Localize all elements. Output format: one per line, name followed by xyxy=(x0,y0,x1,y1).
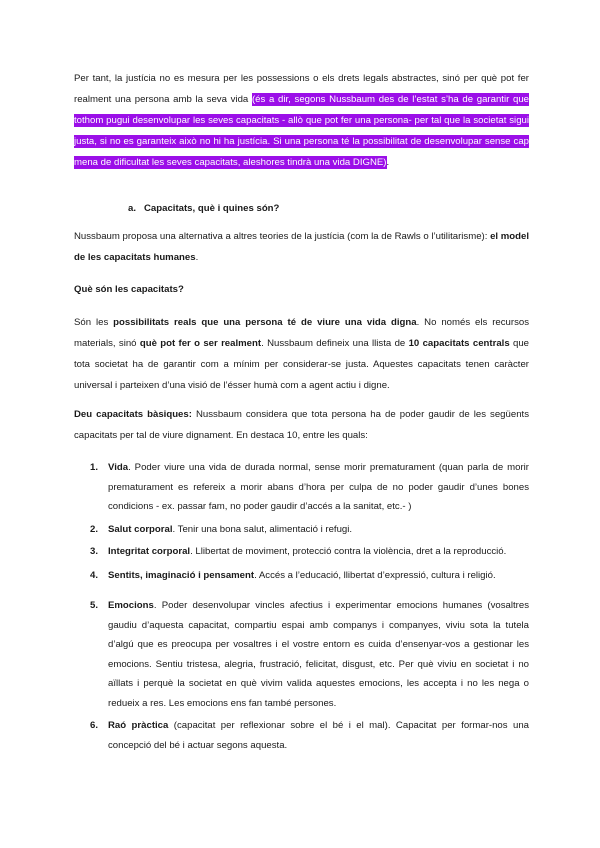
list-item xyxy=(74,458,529,517)
alt-text-2: . xyxy=(195,252,199,263)
list-item xyxy=(74,520,529,540)
list-item-title: Emocions xyxy=(108,600,154,611)
list-item xyxy=(74,566,529,586)
alt-bold-1: el model de les capacitats humanes xyxy=(74,231,529,263)
def-bold-1: possibilitats reals que una persona té de viure una vida digna xyxy=(113,317,417,328)
list-item-text: . Poder desenvolupar vincles afectius i experimentar emocions humanes (vosaltres gaudiu d’aquesta capacitat, compartiu espai amb companys i companyes, viviu sota la tutela d’algú que es preocupa per vosaltres i el vostre entorn es cuida d’ensenyar-vos a gestionar les emocions. Sentiu tristesa, alegria, frustració, felicitat, disgust, etc. Per què viviu en societat i no aïllats i perquè la societat en què vivim valida aquestes emocions, les accepta i no les nega o redueix a res. Les emocions ens fan també persones. xyxy=(108,600,529,709)
list-item xyxy=(74,716,529,755)
list-item-text: (capacitat per reflexionar sobre el bé i el mal). Capacitat per formar-nos una concepció del bé i actuar segons aquesta. xyxy=(108,720,529,751)
list-item-text: . Accés a l’educació, llibertat d’expressió, cultura i religió. xyxy=(254,569,496,581)
def-text-1: Són les xyxy=(74,317,114,328)
list-item-title: Sentits, imaginació i pensament xyxy=(108,569,255,581)
list-number: 4. xyxy=(90,569,99,581)
list-item xyxy=(74,596,529,713)
ten-capabilities-paragraph xyxy=(74,404,529,446)
list-number: 5. xyxy=(90,600,99,611)
highlighted-text: (és a dir, segons Nussbaum des de l’estat s’ha de garantir que tothom pugui desenvolupar les seves capacitats - allò que pot fer una persona- per tal que la societat sigui justa, si no es garanteix això no hi ha justícia. Si una persona té la possibilitat de desenvolupar sense cap mena de dificultat les seves capacitats, aleshores tindrà una vida DIGNE) xyxy=(74,94,529,168)
definition-paragraph xyxy=(74,312,529,396)
list-item-text: . Llibertat de moviment, protecció contra la violència, dret a la reproducció. xyxy=(190,546,507,557)
list-number: 2. xyxy=(90,523,99,535)
def-text-3: . Nussbaum defineix una llista de xyxy=(261,338,409,349)
alt-text-1: Nussbaum proposa una alternativa a altres teories de la justícia (com la de Rawls o l’utilitarisme): xyxy=(74,231,491,242)
question-heading: Què són les capacitats? xyxy=(74,284,184,295)
list-item-title: Salut corporal xyxy=(108,523,173,535)
def-bold-3: 10 capacitats centrals xyxy=(408,338,510,349)
list-number: 3. xyxy=(90,546,99,557)
list-item xyxy=(74,542,529,562)
deu-text: Nussbaum considera que tota persona ha de poder gaudir de les següents capacitats per tal de viure dignament. En destaca 10, entre les quals: xyxy=(74,409,529,441)
list-item-title: Raó pràctica xyxy=(108,720,169,731)
deu-bold: Deu capacitats bàsiques: xyxy=(74,409,192,420)
section-heading xyxy=(128,198,279,219)
intro-end: . xyxy=(386,157,390,168)
def-text-2: . No només els recursos materials, sinó xyxy=(74,317,529,349)
def-bold-2: què pot fer o ser realment xyxy=(139,338,262,349)
list-item-title: Integritat corporal xyxy=(108,546,191,557)
list-item-text: . Tenir una bona salut, alimentació i refugi. xyxy=(172,523,353,535)
section-title: Capacitats, què i quines són? xyxy=(144,203,280,214)
capabilities-list xyxy=(74,458,529,755)
list-number: 1. xyxy=(90,462,99,473)
alternative-paragraph xyxy=(74,226,529,268)
list-item-text: . Poder viure una vida de durada normal, sense morir prematurament (quan parla de morir prematurament es refereix a morir abans d’hora per culpa de no poder gaudir d’unes bones condicions - ex. passar fam, no poder gaudir d’accés a la sanitat, etc.- ) xyxy=(108,462,529,512)
list-number: 6. xyxy=(90,720,99,731)
list-item-title: Vida xyxy=(108,462,129,473)
intro-text: Per tant, la justícia no es mesura per les possessions o els drets legals abstractes, sinó per què pot fer realment una persona amb la seva vida xyxy=(74,73,529,105)
def-text-4: que tota societat ha de garantir com a mínim per considerar-se justa. Aquestes capacitats tenen caràcter universal i parteixen d’una visió de l’ésser humà com a agent actiu i digne. xyxy=(74,338,530,391)
section-marker: a. xyxy=(128,203,137,214)
intro-paragraph xyxy=(74,68,529,173)
